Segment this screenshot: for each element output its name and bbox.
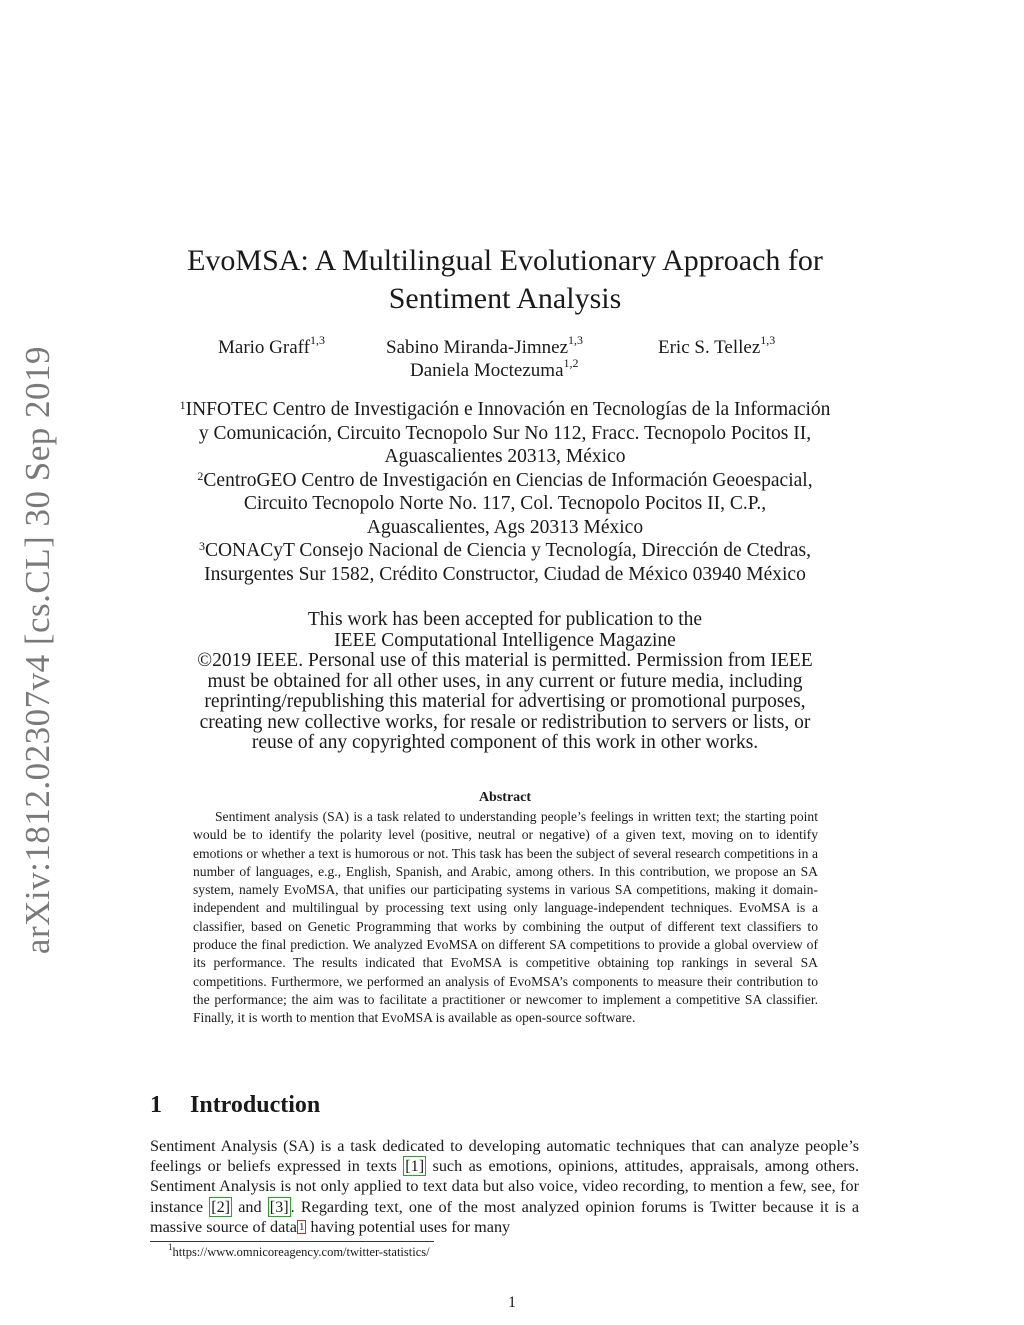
notice-line: reuse of any copyrighted component of this work in other works. <box>251 732 759 753</box>
affiliation-line: $^1$INFOTEC Centro de Investigación e Innovación en Tecnologías de la Información <box>179 398 831 420</box>
affiliation-line: Circuito Tecnopolo Norte No. 117, Col. Tecnopolo Pocitos II, C.P., <box>243 493 767 514</box>
notice-line: must be obtained for all other uses, in any current or future media, including <box>207 670 803 692</box>
footnote: $^1$https://www.omnicoreagency.com/twitter-statistics/ <box>168 1242 430 1259</box>
affiliations <box>140 398 870 586</box>
notice-line: ©2019 IEEE. Personal use of this material is permitted. Permission from IEEE <box>197 650 813 671</box>
footnote-url[interactable]: https://www.omnicoreagency.com/twitter-statistics/ <box>172 1245 430 1259</box>
affiliation-line: y Comunicación, Circuito Tecnopolo Sur No 112, Fracc. Tecnopolo Pocitos II, <box>198 422 812 444</box>
arxiv-stamp: arXiv:1812.02307v4 [cs.CL] 30 Sep 2019 <box>18 345 57 955</box>
author: Daniela Moctezuma$^{1,2}$ <box>410 356 579 381</box>
paper-title <box>150 242 860 318</box>
citation-link[interactable]: [1] <box>405 1157 425 1176</box>
notice-line: reprinting/republishing this material for advertising or promotional purposes, <box>204 691 806 712</box>
footnote-rule <box>150 1241 434 1242</box>
author: Eric S. Tellez$^{1,3}$ <box>658 333 776 358</box>
author: Mario Graff$^{1,3}$ <box>218 333 325 358</box>
abstract-heading: Abstract <box>478 790 532 805</box>
affiliation-line: Aguascalientes, Ags 20313 México <box>366 516 644 538</box>
title-line: Sentiment Analysis <box>388 282 622 315</box>
page-number: 1 <box>508 1294 516 1311</box>
affiliation-line: Aguascalientes 20313, México <box>384 446 626 467</box>
intro-paragraph: Sentiment Analysis (SA) is a task dedicated to developing automatic techniques that can analyze people’s feelings or beliefs expressed in texts [1] such as emotions, opinions, attitudes, appraisals, among others. Sentiment Analysis is not only applied to text data but also voice, video recording, to mention a few, see, for instance [2] and [3] . Regarding text, one of the most analyzed opinion forums is Twitter because it is a massive source of data $^1$ having potential uses for many <box>150 1137 859 1236</box>
title-line: EvoMSA: A Multilingual Evolutionary Approach for <box>187 244 823 277</box>
citation-link[interactable]: [2] <box>211 1197 231 1216</box>
citation-link[interactable]: [3] <box>269 1197 289 1216</box>
affiliation-line: Insurgentes Sur 1582, Crédito Constructor, Ciudad de México 03940 México <box>204 563 806 585</box>
notice-line: This work has been accepted for publication to the <box>307 609 703 630</box>
notice-line: creating new collective works, for resale or redistribution to servers or lists, or <box>199 711 811 733</box>
affiliation-line: $^3$CONACyT Consejo Nacional de Ciencia y Tecnología, Dirección de Ctedras, <box>198 539 812 561</box>
notice-line: IEEE Computational Intelligence Magazine <box>334 629 676 651</box>
section-heading <box>150 1092 320 1119</box>
section-title: Introduction <box>190 1092 321 1118</box>
abstract-text: Sentiment analysis (SA) is a task related to understanding people’s feelings in written text; the starting point would be to identify the polarity level (positive, neutral or negative) of a given text, moving on to identify emotions or whether a text is humorous or not. This task has been the subject of several research competitions in a number of languages, e.g., English, Spanish, and Arabic, among others. In this contribution, we propose an SA system, namely EvoMSA, that unifies our participating systems in various SA competitions, making it domain-independent and multilingual by processing text using only language-independent techniques. EvoMSA is a classifier, based on Genetic Programming that works by combining the output of different text classifiers to produce the final prediction. We analyzed EvoMSA on different SA competitions to provide a global overview of its performance. The results indicated that EvoMSA is competitive obtaining top rankings in several SA competitions. Furthermore, we performed an analysis of EvoMSA’s components to measure their contribution to the performance; the aim was to facilitate a practitioner or newcomer to implement a competitive SA classifier. Finally, it is worth to mention that EvoMSA is available as open-source software. <box>193 809 818 1026</box>
section-number: 1 <box>150 1092 162 1118</box>
copyright-notice <box>150 610 860 754</box>
author: Sabino Miranda-Jimnez$^{1,3}$ <box>386 333 584 358</box>
footnote-link[interactable]: 1 <box>298 1220 305 1233</box>
affiliation-line: $^2$CentroGEO Centro de Investigación en Ciencias de Información Geoespacial, <box>197 468 813 491</box>
